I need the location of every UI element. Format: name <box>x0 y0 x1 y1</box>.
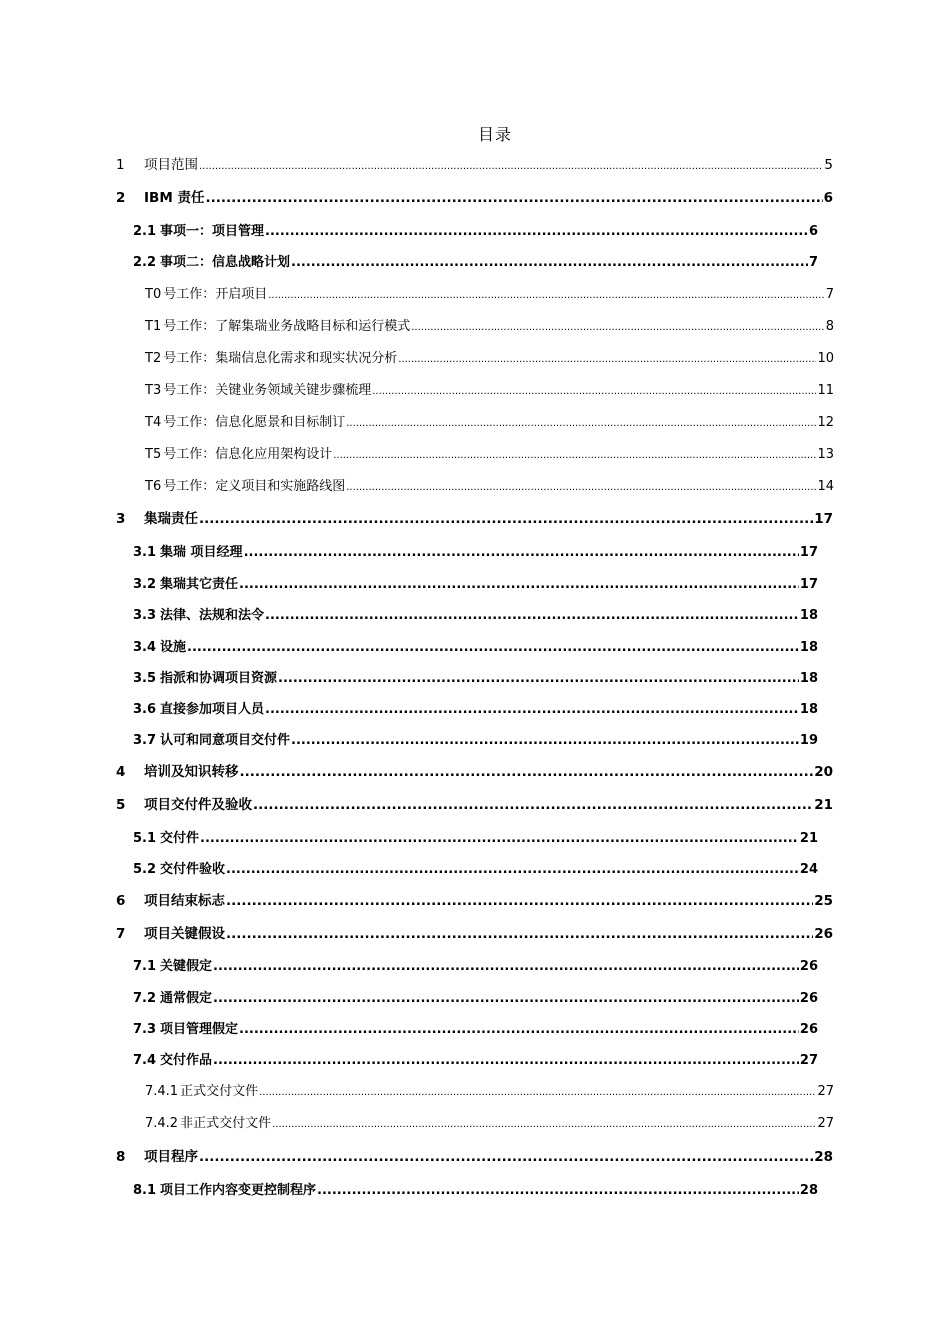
toc-entry-number: T2 <box>145 351 162 366</box>
toc-entry-page: 10 <box>817 351 834 366</box>
toc-entry[interactable] <box>116 925 833 943</box>
toc-entry-text: 集瑞责任 <box>144 511 198 527</box>
toc-entry-page: 18 <box>799 702 818 717</box>
toc-entry[interactable] <box>116 892 833 910</box>
toc-entry[interactable] <box>116 763 833 781</box>
toc-entry[interactable] <box>133 958 818 976</box>
toc-entry[interactable] <box>145 1115 834 1134</box>
toc-entry-text: 项目关键假设 <box>144 926 225 942</box>
dot-leader <box>291 732 799 750</box>
toc-entry-number: T6 <box>145 479 162 494</box>
toc-entry-page: 7 <box>825 287 834 302</box>
toc-entry-page: 26 <box>799 1022 818 1037</box>
toc-entry-page: 13 <box>817 447 834 462</box>
toc-entry-number: 2.1 <box>133 224 157 239</box>
toc-entry[interactable] <box>116 189 833 207</box>
toc-entry-page: 19 <box>799 733 818 748</box>
toc-entry-text: 关键假定 <box>160 959 213 974</box>
dot-leader <box>346 415 816 433</box>
dot-leader <box>259 1084 816 1102</box>
toc-entry[interactable] <box>133 732 818 750</box>
toc-entry-text: 项目程序 <box>144 1149 198 1165</box>
toc-entry-text: 交付作品 <box>160 1053 213 1068</box>
toc-entry-page: 14 <box>817 479 834 494</box>
toc-entry-number: T3 <box>145 383 162 398</box>
toc-entry-number: 3.7 <box>133 733 157 748</box>
toc-entry-number: 7 <box>116 926 126 942</box>
dot-leader <box>333 447 816 465</box>
toc-entry-number: 1 <box>116 157 125 173</box>
toc-entry-text: 项目范围 <box>144 157 198 173</box>
toc-entry-page: 27 <box>817 1116 834 1131</box>
dot-leader <box>265 701 799 719</box>
toc-entry-page: 18 <box>799 671 818 686</box>
dot-leader <box>372 383 816 401</box>
toc-entry-text: 号工作：定义项目和实施路线图 <box>163 479 346 494</box>
toc-entry-number: 3.2 <box>133 577 157 592</box>
toc-entry-text: 号工作：集瑞信息化需求和现实状况分析 <box>163 351 398 366</box>
toc-entry-text: 交付件验收 <box>160 862 226 877</box>
toc-entry-text: 集瑞 项目经理 <box>160 545 243 560</box>
dot-leader <box>200 830 799 848</box>
toc-entry[interactable] <box>133 830 818 848</box>
toc-entry[interactable] <box>133 701 818 719</box>
dot-leader <box>226 861 799 879</box>
toc-entry-text: 号工作：关键业务领域关键步骤梳理 <box>163 383 372 398</box>
toc-entry[interactable] <box>133 1182 818 1200</box>
toc-entry-number: 4 <box>116 764 126 780</box>
toc-entry[interactable] <box>133 670 818 688</box>
toc-entry-page: 27 <box>799 1053 818 1068</box>
toc-entry-page: 25 <box>814 893 833 909</box>
toc-entry-page: 6 <box>808 224 818 239</box>
toc-entry-text: 法律、法规和法令 <box>160 608 265 623</box>
toc-entry-number: 7.4.2 <box>145 1116 179 1131</box>
toc-entry-text: 号工作：开启项目 <box>163 287 268 302</box>
toc-entry-text: 非正式交付文件 <box>180 1116 272 1131</box>
toc-entry[interactable] <box>145 1083 834 1102</box>
toc-entry[interactable] <box>116 796 833 814</box>
toc-entry-page: 21 <box>814 797 833 813</box>
toc-entry[interactable] <box>133 861 818 879</box>
toc-entry[interactable] <box>133 607 818 625</box>
toc-entry-text: 集瑞其它责任 <box>160 577 239 592</box>
toc-entry-number: 2.2 <box>133 255 157 270</box>
toc-entry-number: 5.1 <box>133 831 157 846</box>
toc-entry-number: T4 <box>145 415 162 430</box>
dot-leader <box>226 925 813 943</box>
toc-entry-number: 7.4.1 <box>145 1084 179 1099</box>
toc-entry-page: 26 <box>799 959 818 974</box>
toc-entry-number: 5 <box>116 797 126 813</box>
toc-entry[interactable] <box>145 382 834 401</box>
toc-entry-text: 事项二：信息战略计划 <box>160 255 291 270</box>
toc-entry-text: 项目管理假定 <box>160 1022 239 1037</box>
dot-leader <box>213 958 799 976</box>
dot-leader <box>278 670 799 688</box>
toc-entry-page: 7 <box>808 255 818 270</box>
dot-leader <box>213 1052 799 1070</box>
toc-entry-number: 7.1 <box>133 959 157 974</box>
toc-entry-page: 20 <box>814 764 833 780</box>
toc-entry-text: 正式交付文件 <box>180 1084 259 1099</box>
toc-entry-text: 设施 <box>160 640 187 655</box>
toc-entry-page: 12 <box>817 415 834 430</box>
dot-leader <box>291 254 808 272</box>
dot-leader <box>199 510 813 528</box>
toc-entry-number: T0 <box>145 287 162 302</box>
toc-entry-number: 7.4 <box>133 1053 157 1068</box>
toc-entry-page: 27 <box>817 1084 834 1099</box>
toc-entry-text: 指派和协调项目资源 <box>160 671 278 686</box>
toc-entry[interactable] <box>116 510 833 528</box>
toc-entry-text: 交付件 <box>160 831 200 846</box>
toc-entry[interactable] <box>145 318 834 337</box>
toc-title: 目录 <box>477 125 512 144</box>
toc-entry[interactable] <box>145 478 834 497</box>
toc-entry[interactable] <box>133 990 818 1008</box>
toc-entry-number: T5 <box>145 447 162 462</box>
toc-entry-text: 号工作：了解集瑞业务战略目标和运行模式 <box>163 319 411 334</box>
toc-entry-page: 17 <box>814 511 833 527</box>
toc-entry-text: 事项一：项目管理 <box>160 224 265 239</box>
dot-leader <box>226 892 813 910</box>
toc-entry-text: 号工作：信息化应用架构设计 <box>163 447 333 462</box>
toc-entry-text: 认可和同意项目交付件 <box>160 733 291 748</box>
dot-leader <box>265 223 808 241</box>
toc-entry-page: 28 <box>799 1183 818 1198</box>
toc-entry-page: 21 <box>799 831 818 846</box>
toc-entry[interactable] <box>133 223 818 241</box>
toc-entry-number: 5.2 <box>133 862 157 877</box>
toc-entry-page: 18 <box>799 608 818 623</box>
toc-entry-text: 号工作：信息化愿景和目标制订 <box>163 415 346 430</box>
toc-entry-number: 8 <box>116 1149 126 1165</box>
toc-entry-page: 8 <box>825 319 834 334</box>
dot-leader <box>213 990 799 1008</box>
toc-entry-text: 项目结束标志 <box>144 893 225 909</box>
toc-entry-page: 5 <box>824 157 833 173</box>
toc-entry-number: 3.1 <box>133 545 157 560</box>
toc-entry-page: 17 <box>799 545 818 560</box>
dot-leader <box>239 576 799 594</box>
toc-entry-page: 28 <box>814 1149 833 1165</box>
dot-leader <box>317 1182 799 1200</box>
dot-leader <box>272 1116 816 1134</box>
toc-entry-number: 7.3 <box>133 1022 157 1037</box>
dot-leader <box>346 479 816 497</box>
dot-leader <box>268 287 824 305</box>
toc-entry-text: 直接参加项目人员 <box>160 702 265 717</box>
toc-entry-page: 26 <box>814 926 833 942</box>
dot-leader <box>265 607 799 625</box>
dot-leader <box>253 796 813 814</box>
dot-leader <box>187 639 799 657</box>
toc-entry[interactable] <box>133 639 818 657</box>
toc-entry-text: 项目交付件及验收 <box>144 797 252 813</box>
toc-entry-page: 17 <box>799 577 818 592</box>
toc-entry-page: 18 <box>799 640 818 655</box>
toc-entry-page: 6 <box>823 190 833 206</box>
toc-entry-number: 6 <box>116 893 126 909</box>
dot-leader <box>240 763 814 781</box>
toc-entry[interactable] <box>116 1148 833 1166</box>
toc-entry-number: 3.6 <box>133 702 157 717</box>
toc-entry-number: 2 <box>116 190 126 206</box>
toc-entry-text: 通常假定 <box>160 991 213 1006</box>
toc-entry-number: 3.5 <box>133 671 157 686</box>
toc-entry[interactable] <box>133 576 818 594</box>
dot-leader <box>244 544 799 562</box>
dot-leader <box>199 1148 813 1166</box>
toc-entry-number: 3.3 <box>133 608 157 623</box>
toc-entry[interactable] <box>145 350 834 369</box>
toc-entry[interactable] <box>133 254 818 272</box>
dot-leader <box>199 158 823 176</box>
toc-entry-number: T1 <box>145 319 162 334</box>
toc-entry-number: 8.1 <box>133 1183 157 1198</box>
toc-entry[interactable] <box>133 1021 818 1039</box>
toc-entry[interactable] <box>116 156 833 176</box>
toc-entry-number: 7.2 <box>133 991 157 1006</box>
toc-entry-page: 24 <box>799 862 818 877</box>
toc-entry-page: 26 <box>799 991 818 1006</box>
toc-entry[interactable] <box>133 544 818 562</box>
toc-entry-page: 11 <box>817 383 834 398</box>
dot-leader <box>398 351 816 369</box>
dot-leader <box>205 189 822 207</box>
dot-leader <box>239 1021 799 1039</box>
dot-leader <box>411 319 824 337</box>
toc-entry-text: IBM 责任 <box>144 190 205 206</box>
toc-entry[interactable] <box>145 414 834 433</box>
toc-entry[interactable] <box>133 1052 818 1070</box>
toc-entry-text: 培训及知识转移 <box>144 764 239 780</box>
toc-entry-number: 3 <box>116 511 126 527</box>
toc-entry[interactable] <box>145 286 834 305</box>
toc-entry-number: 3.4 <box>133 640 157 655</box>
toc-entry[interactable] <box>145 446 834 465</box>
toc-entry-text: 项目工作内容变更控制程序 <box>160 1183 317 1198</box>
